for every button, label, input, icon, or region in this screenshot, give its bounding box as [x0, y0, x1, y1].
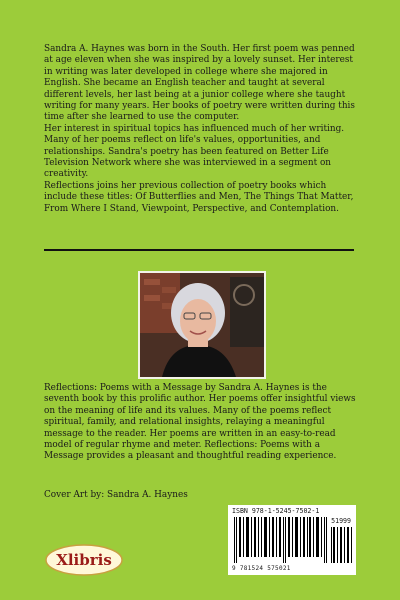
isbn-barcode [228, 505, 356, 575]
book-description [44, 383, 358, 463]
xlibris-logo [44, 543, 124, 577]
bio-paragraph: Her interest in spiritual topics has influenced much of her writing. Many of her poems reflect on life's values, opportunities, and relationships. Sandra's poetry has been featured on Better Life Television Network where she was interviewed in a segment on creativity. [44, 123, 345, 180]
cover-art-credit: Cover Art by: Sandra A. Haynes [44, 490, 188, 500]
barcode-digits: 9 781524 575021 [232, 565, 291, 572]
description-paragraph: Reflections: Poems with a Message by Sandra A. Haynes is the seventh book by this prolific author. Her poems offer insightful views on the meaning of life and its values. Many of the poems reflect spiritual, family, and relational insights, relaying a meaningful message to the reader. Her poems are written in an easy-to-read model of regular rhyme and meter. Reflections: Poems with a Message provides a pleasant and thoughtful reading experience. [44, 383, 356, 462]
logo-text: Xlibris [56, 551, 112, 569]
author-photo [138, 271, 266, 379]
bio-paragraph: Reflections joins her previous collection of poetry books which include these titles: Of Butterflies and Men, The Things That Matter, From Where I Stand, Viewpoint, Perspective, and Contemplation. [44, 180, 354, 214]
author-bio [44, 44, 362, 215]
price-code: 51999 [331, 517, 351, 525]
isbn-label: ISBN 978-1-5245-7502-1 [232, 507, 320, 515]
bio-paragraph: Sandra A. Haynes was born in the South. Her first poem was penned at age eleven when she was inspired by a lovely sunset. Her interest in writing was later developed in college where she majored in English. She became an English teacher and taught at several different levels, her last being at a junior college where she taught writing for many years. Her books of poetry were written during this time after she learned to use the computer. [44, 44, 355, 123]
divider-rule [44, 249, 354, 251]
